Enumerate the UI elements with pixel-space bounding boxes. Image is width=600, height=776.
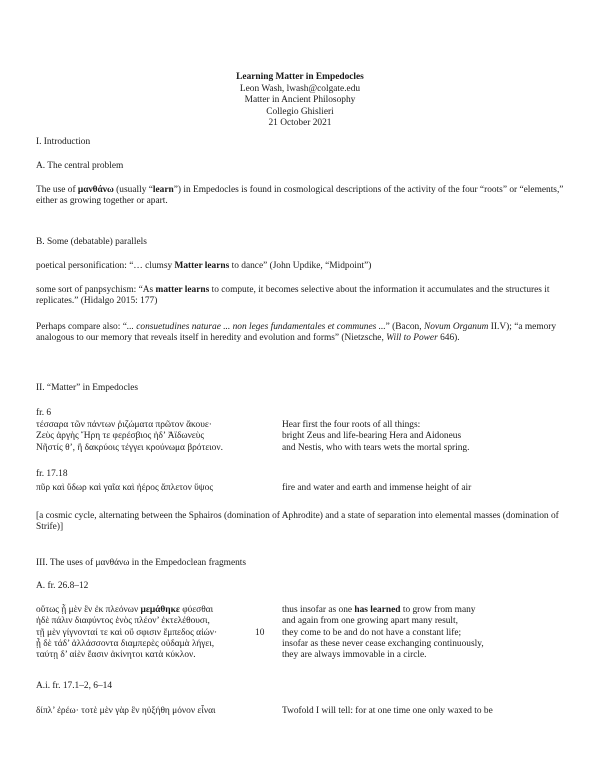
section-3ai-heading: A.i. fr. 17.1–2, 6–14 <box>36 681 113 691</box>
translation-line: bright Zeus and life-bearing Hera and Aidoneus <box>282 431 462 442</box>
italic-title: Will to Power <box>386 333 438 344</box>
section-3a-heading: A. fr. 26.8–12 <box>36 581 89 591</box>
greek-line <box>36 605 217 616</box>
translation-line <box>282 605 484 616</box>
fragment-17-18-label: fr. 17.18 <box>36 469 68 479</box>
central-problem-paragraph <box>36 185 566 208</box>
translation-line: Hear first the four roots of all things: <box>282 420 421 430</box>
fragment-17-18-greek: πῦρ καὶ ὕδωρ καὶ γαῖα καὶ ἠέρος ἄπλετον ὕψος <box>36 483 214 493</box>
fragment-17-18-translation: fire and water and earth and immense height of air <box>282 483 472 493</box>
text-span: thus insofar as one <box>282 605 355 615</box>
greek-line: ταύτῃ δ’ αἰὲν ἔασιν ἀκίνητοι κατὰ κύκλον. <box>36 650 196 661</box>
fragment-6-translation <box>282 420 469 454</box>
text-span: οὕτως ᾗ μὲν ἓν ἐκ πλεόνων <box>36 605 141 615</box>
fragment-6-greek <box>36 420 223 454</box>
translation-line: they come to be and do not have a constant life; <box>282 627 462 638</box>
fragment-6-label: fr. 6 <box>36 408 52 418</box>
translation-line: insofar as these never cease exchanging continuously, <box>282 638 484 649</box>
text-span: (usually “ <box>113 185 153 195</box>
greek-line: ᾗ δὲ τάδ’ ἀλλάσσοντα διαμπερὲς οὐδαμὰ λήγει, <box>36 638 215 649</box>
document-title: Learning Matter in Empedocles <box>236 72 364 82</box>
venue-line: Collegio Ghislieri <box>266 106 334 117</box>
text-span: The use of <box>36 185 78 195</box>
text-span: poetical personification: “… clumsy <box>36 261 175 271</box>
greek-term: μανθάνω <box>77 185 114 195</box>
greek-line: ἠδὲ πάλιν διαφύντος ἑνὸς πλέον’ ἐκτελέθουσι, <box>36 616 210 627</box>
bold-phrase: Matter learns <box>174 261 230 271</box>
text-span: 646). <box>437 333 460 344</box>
fragment-26-translation <box>282 605 484 661</box>
greek-line: τῇ μὲν γίγνονταί τε καὶ οὔ σφισιν ἔμπεδος αἰών· <box>36 627 218 638</box>
section-1-heading: I. Introduction <box>36 137 91 147</box>
section-1a-heading: A. The central problem <box>36 161 124 171</box>
translation-line: and again from one growing apart many result, <box>282 616 458 627</box>
fragment-26-greek <box>36 605 217 661</box>
text-span: II.V); “a memory analogous to our memory that reveals itself in heredity and evolution and forms” (Nietzsche, <box>36 322 557 344</box>
translation-line: and Nestis, who with tears wets the mortal spring. <box>282 442 470 453</box>
course-line: Matter in Ancient Philosophy <box>244 95 356 106</box>
section-1b-heading: B. Some (debatable) parallels <box>36 237 147 247</box>
text-span: φύεσθαι <box>179 605 214 615</box>
bold-phrase: has learned <box>354 605 401 615</box>
cosmic-cycle-note: [a cosmic cycle, alternating between the Sphairos (domination of Aphrodite) and a state of separation into elemental masses (domination of Strife)] <box>36 511 559 533</box>
bold-phrase: matter learns <box>155 285 210 295</box>
section-2-heading: II. “Matter” in Empedocles <box>36 383 139 393</box>
text-span: to compute, it becomes selective about the information it accumulates and the structures it replicates.” (Hidalgo 2015: 177) <box>36 285 550 307</box>
line-number: 10 <box>255 628 265 638</box>
bold-greek: μεμάθηκε <box>140 605 180 615</box>
parallel-updike <box>36 261 566 272</box>
translation-line: they are always immovable in a circle. <box>282 650 427 661</box>
section-3-heading: III. The uses of μανθάνω in the Empedoclean fragments <box>36 558 247 568</box>
text-span: to dance” (John Updike, “Midpoint”) <box>229 261 372 271</box>
text-span: ” (Bacon, <box>385 322 424 332</box>
title-block <box>0 72 600 130</box>
parallel-hidalgo <box>36 285 566 308</box>
fragment-17-translation: Twofold I will tell: for at one time one only waxed to be <box>282 706 493 716</box>
italic-quote: ... consuetudines naturae ... non leges fundamentales et communes ... <box>126 322 386 332</box>
text-span: ”) in Empedocles is found in cosmological descriptions of the activity of the four “roots” or “elements,” either as growing together or apart. <box>36 185 564 207</box>
greek-line: Ζεὺς ἀργὴς Ἥρη τε φερέσβιος ἠδ’ Ἀϊδωνεὺς <box>36 431 205 442</box>
text-span: Perhaps compare also: “ <box>36 322 127 332</box>
date-line: 21 October 2021 <box>268 118 332 129</box>
author-line: Leon Wash, lwash@colgate.edu <box>239 83 361 94</box>
text-span: some sort of panpsychism: “As <box>36 285 156 295</box>
parallel-bacon-nietzsche <box>36 322 566 345</box>
greek-line: τέσσαρα τῶν πάντων ῥιζώματα πρῶτον ἄκουε· <box>36 420 212 430</box>
text-span: to grow from many <box>400 605 476 615</box>
fragment-17-greek: δίπλ’ ἐρέω· τοτὲ μὲν γὰρ ἓν ηὐξήθη μόνον εἶναι <box>36 706 216 716</box>
bold-learn: learn <box>152 185 174 195</box>
italic-title: Novum Organum <box>423 322 489 332</box>
greek-line: Νῆστίς θ’, ἣ δακρύοις τέγγει κρούνωμα βρότειον. <box>36 442 223 453</box>
